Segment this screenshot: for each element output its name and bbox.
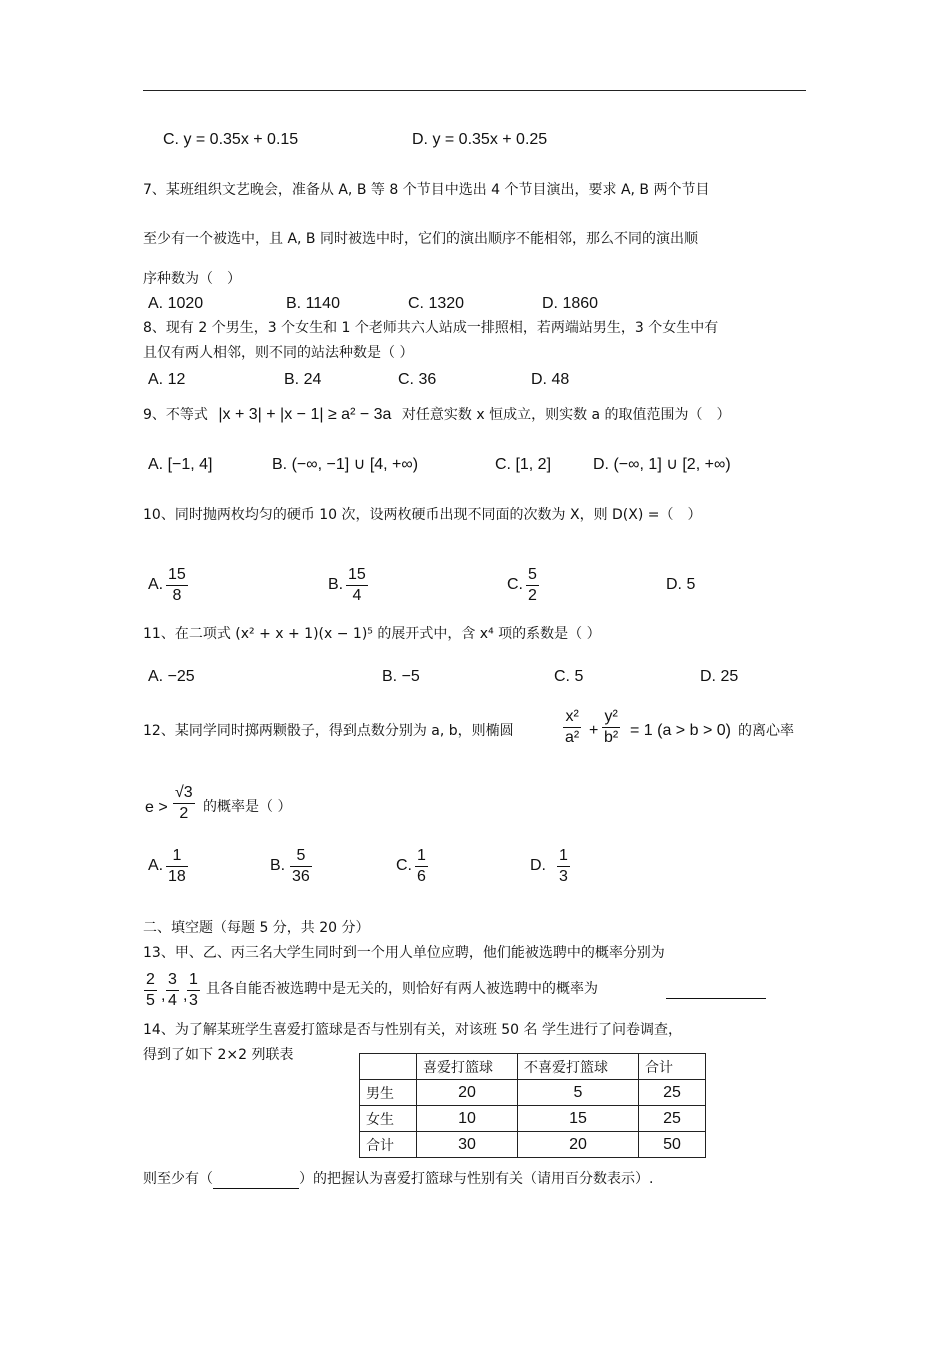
q9-inequality: |x + 3| + |x − 1| ≥ a² − 3a <box>218 406 392 423</box>
q9-stem <box>143 405 731 425</box>
q13-comma-1: , <box>161 987 166 1004</box>
table-row <box>360 1080 706 1106</box>
table-cell: 30 <box>417 1132 518 1158</box>
q13-line2: 且各自能否被选聘中是无关的，则恰好有两人被选聘中的概率为 <box>206 981 598 997</box>
q12-option-d-label: D. <box>530 857 546 874</box>
q12-plus-sign: + <box>589 722 599 739</box>
header-rule <box>143 90 806 91</box>
contingency-table <box>359 1053 706 1158</box>
q12-option-d-fraction: $\frac{1}{3}$ <box>559 847 568 885</box>
q7-line1: 7、某班组织文艺晚会，准备从 A, B 等 8 个节目中选出 4 个节目演出，要求 A, B 两个节目 <box>143 182 710 198</box>
q12-option-a-label: A. <box>148 857 164 874</box>
q7-option-b: B. 1140 <box>286 295 340 312</box>
q8-option-a: A. 12 <box>148 371 186 388</box>
q8-option-c: C. 36 <box>398 371 437 388</box>
q14-last-line <box>143 1169 653 1189</box>
q10-stem: 10、同时抛两枚均匀的硬币 10 次，设两枚硬币出现不同面的次数为 X，则 D(X) =（ ） <box>143 507 702 523</box>
table-cell: 15 <box>518 1106 639 1132</box>
table-header-row <box>360 1054 706 1080</box>
q10-option-c-fraction: $\frac{5}{2}$ <box>528 566 537 604</box>
q7-line2: 至少有一个被选中，且 A, B 同时被选中时，它们的演出顺序不能相邻，那么不同的演出顺 <box>143 231 698 247</box>
q12-sqrt3-fraction: $\frac{√3}{2}$ <box>175 784 193 822</box>
q8-line1: 8、现有 2 个男生，3 个女生和 1 个老师共六人站成一排照相，若两端站男生，3 个女生中有 <box>143 320 719 336</box>
q14-line2: 得到了如下 2×2 列联表 <box>143 1047 294 1063</box>
q10-option-a-fraction: $\frac{15}{8}$ <box>168 566 186 604</box>
table-row <box>360 1106 706 1132</box>
table-cell: 20 <box>417 1080 518 1106</box>
q14-line1: 14、为了解某班学生喜爱打篮球是否与性别有关，对该班 50 名 学生进行了问卷调查， <box>143 1022 682 1038</box>
q9-option-a: A. [−1, 4] <box>148 456 213 473</box>
q10-option-c-label: C. <box>507 576 523 593</box>
q12-line2-prefix: e > <box>145 799 168 816</box>
q14-last-suffix: ）的把握认为喜爱打篮球与性别有关（请用百分数表示）. <box>299 1171 654 1187</box>
q12-ellipse-x-fraction: $\frac{\text{x²}}{\text{a²}}$ <box>565 708 580 746</box>
table-cell: 20 <box>518 1132 639 1158</box>
q12-option-c-fraction: $\frac{1}{6}$ <box>417 847 426 885</box>
q6-option-d: D. y = 0.35x + 0.25 <box>412 131 548 148</box>
q12-ellipse-rest: = 1 (a > b > 0) <box>630 722 731 739</box>
q6-option-c: C. y = 0.35x + 0.15 <box>163 131 299 148</box>
q13-fraction-1: $\frac{2}{5}$ <box>146 971 155 1009</box>
section2-heading: 二、填空题（每题 5 分，共 20 分） <box>143 920 370 936</box>
q12-option-b-label: B. <box>270 857 286 874</box>
q12-option-a-fraction: $\frac{1}{18}$ <box>168 847 186 885</box>
q12-option-b-fraction: $\frac{5}{36}$ <box>292 847 310 885</box>
q12-prefix: 12、某同学同时掷两颗骰子，得到点数分别为 a, b，则椭圆 <box>143 723 514 739</box>
q9-suffix: 对任意实数 x 恒成立，则实数 a 的取值范围为（ ） <box>401 407 731 423</box>
table-header-cell: 喜爱打篮球 <box>417 1054 518 1080</box>
q12-ellipse-y-fraction: $\frac{\text{y²}}{\text{b²}}$ <box>604 708 619 746</box>
q13-answer-blank[interactable] <box>666 998 766 999</box>
q9-option-d: D. (−∞, 1] ∪ [2, +∞) <box>593 456 731 473</box>
q10-option-a-label: A. <box>148 576 164 593</box>
q9-prefix: 9、不等式 <box>143 407 208 423</box>
q7-line3: 序种数为（ ） <box>143 271 241 287</box>
q10-option-d: D. 5 <box>666 576 696 593</box>
q11-option-a: A. −25 <box>148 668 195 685</box>
q13-line1: 13、甲、乙、丙三名大学生同时到一个用人单位应聘，他们能被选聘中的概率分别为 <box>143 945 665 961</box>
q14-answer-blank[interactable] <box>213 1174 299 1189</box>
q9-option-c: C. [1, 2] <box>495 456 552 473</box>
table-cell: 5 <box>518 1080 639 1106</box>
q7-option-a: A. 1020 <box>148 295 204 312</box>
q12-suffix: 的离心率 <box>738 723 794 739</box>
table-cell: 25 <box>639 1080 706 1106</box>
table-cell: 女生 <box>360 1106 417 1132</box>
table-cell: 合计 <box>360 1132 417 1158</box>
q13-fraction-3: $\frac{1}{3}$ <box>189 971 198 1009</box>
q10-option-b-fraction: $\frac{15}{4}$ <box>348 566 366 604</box>
table-header-cell <box>360 1054 417 1080</box>
q14-last-prefix: 则至少有（ <box>143 1171 213 1187</box>
table-cell: 10 <box>417 1106 518 1132</box>
q12-option-c-label: C. <box>396 857 412 874</box>
q7-option-c: C. 1320 <box>408 295 465 312</box>
q8-option-b: B. 24 <box>284 371 322 388</box>
q8-line2: 且仅有两人相邻，则不同的站法种数是（ ） <box>143 345 414 361</box>
table-cell: 50 <box>639 1132 706 1158</box>
table-header-cell: 合计 <box>639 1054 706 1080</box>
q11-stem: 11、在二项式 (x² + x + 1)(x − 1)⁵ 的展开式中，含 x⁴ 项的系数是（ ） <box>143 626 601 642</box>
table-cell: 25 <box>639 1106 706 1132</box>
q11-option-c: C. 5 <box>554 668 584 685</box>
q9-option-b: B. (−∞, −1] ∪ [4, +∞) <box>272 456 419 473</box>
q11-option-d: D. 25 <box>700 668 739 685</box>
table-header-cell: 不喜爱打篮球 <box>518 1054 639 1080</box>
q7-option-d: D. 1860 <box>542 295 599 312</box>
q12-line2-suffix: 的概率是（ ） <box>203 799 292 815</box>
table-cell: 男生 <box>360 1080 417 1106</box>
q10-option-b-label: B. <box>328 576 344 593</box>
q13-fraction-2: $\frac{3}{4}$ <box>168 971 177 1009</box>
table-row <box>360 1132 706 1158</box>
q13-comma-2: , <box>183 987 188 1004</box>
q11-option-b: B. −5 <box>382 668 420 685</box>
q8-option-d: D. 48 <box>531 371 570 388</box>
